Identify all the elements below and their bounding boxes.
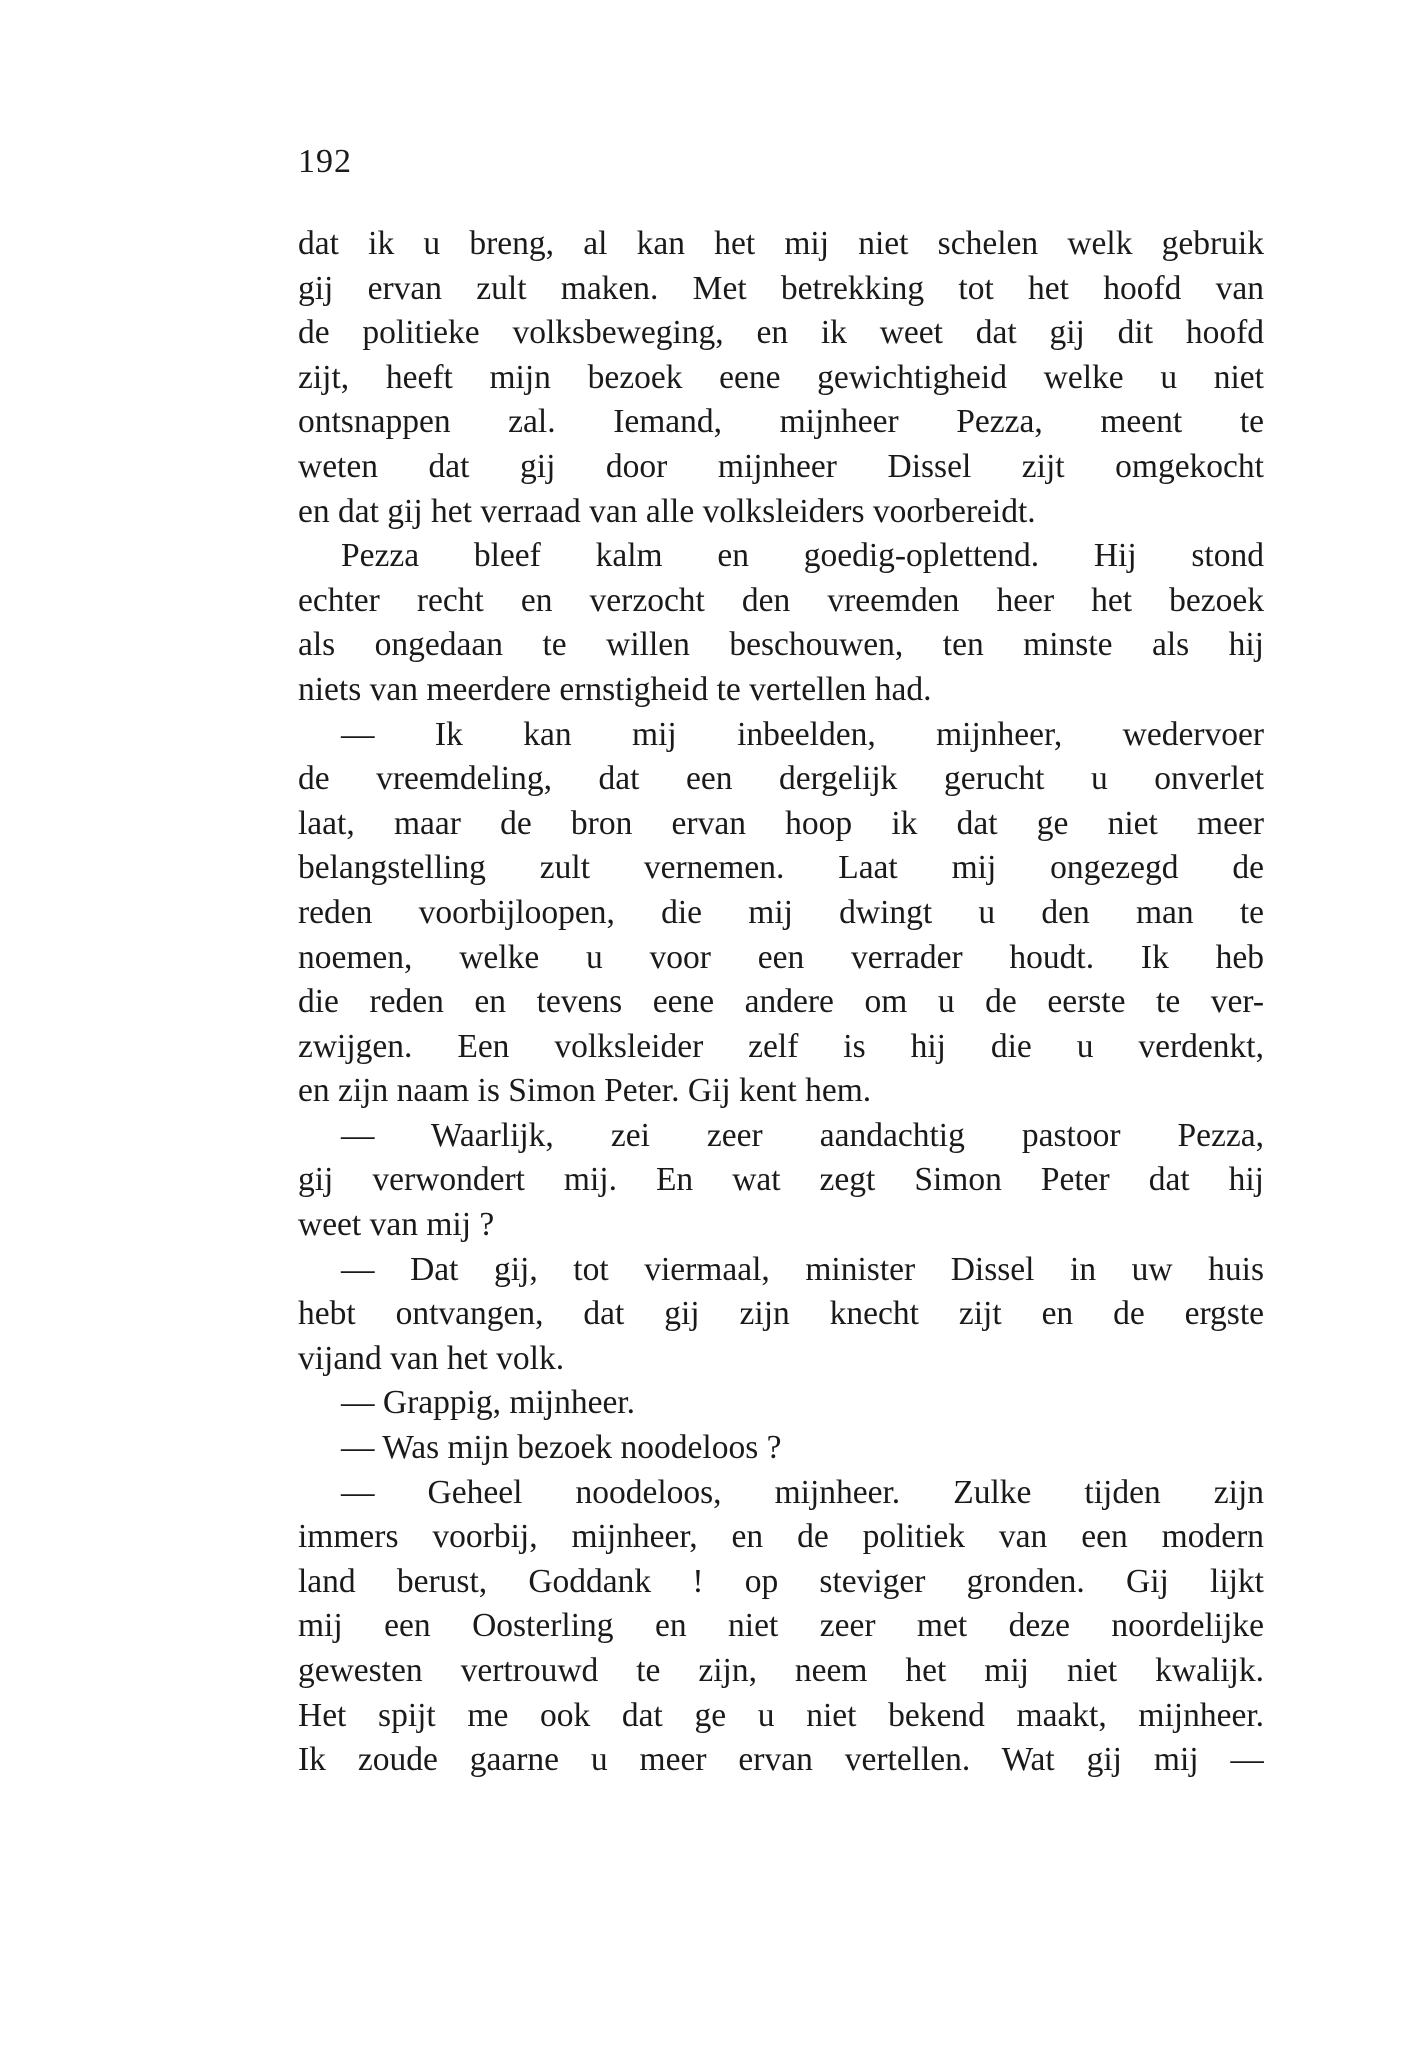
text-line: — Ik kan mij inbeelden, mijnheer, wedervoer bbox=[341, 715, 1264, 753]
text-line: zijt, heeft mijn bezoek eene gewichtigheid welke u niet bbox=[298, 358, 1264, 396]
text-line: hebt ontvangen, dat gij zijn knecht zijt en de ergste bbox=[298, 1295, 1264, 1333]
text-line: gewesten vertrouwd te zijn, neem het mij niet kwalijk. bbox=[298, 1652, 1264, 1689]
text-line: weet van mij ? bbox=[298, 1206, 495, 1244]
text-line: Pezza bleef kalm en goedig-oplettend. Hij stond bbox=[341, 537, 1264, 575]
text-line: — Grappig, mijnheer. bbox=[341, 1384, 635, 1422]
text-line: gij ervan zult maken. Met betrekking tot het hoofd van bbox=[298, 269, 1264, 307]
text-line: belangstelling zult vernemen. Laat mij ongezegd de bbox=[298, 849, 1264, 887]
text-line: echter recht en verzocht den vreemden heer het bezoek bbox=[298, 581, 1264, 619]
text-line: reden voorbijloopen, die mij dwingt u den man te bbox=[298, 893, 1264, 931]
text-line: Het spijt me ook dat ge u niet bekend maakt, mijnheer. bbox=[298, 1696, 1264, 1734]
text-line: dat ik u breng, al kan het mij niet schelen welk gebruik bbox=[298, 225, 1264, 262]
text-line: land berust, Goddank ! op steviger gronden. Gij lijkt bbox=[298, 1562, 1264, 1600]
text-line: laat, maar de bron ervan hoop ik dat ge niet meer bbox=[298, 804, 1264, 842]
text-line: vijand van het volk. bbox=[298, 1339, 565, 1377]
text-line: gij verwondert mij. En wat zegt Simon Peter dat hij bbox=[298, 1161, 1264, 1199]
text-line: die reden en tevens eene andere om u de eerste te ver- bbox=[298, 983, 1264, 1021]
text-line: en zijn naam is Simon Peter. Gij kent hem. bbox=[298, 1072, 872, 1110]
text-line: de vreemdeling, dat een dergelijk gerucht u onverlet bbox=[298, 760, 1264, 798]
text-line: niets van meerdere ernstigheid te vertellen had. bbox=[298, 670, 932, 708]
text-line: Ik zoude gaarne u meer ervan vertellen. Wat gij mij — bbox=[298, 1741, 1264, 1779]
text-line: mij een Oosterling en niet zeer met deze noordelijke bbox=[298, 1607, 1264, 1645]
page-number: 192 bbox=[298, 143, 352, 180]
text-line: — Was mijn bezoek noodeloos ? bbox=[341, 1429, 782, 1467]
text-line: noemen, welke u voor een verrader houdt. Ik heb bbox=[298, 938, 1264, 976]
text-line: als ongedaan te willen beschouwen, ten minste als hij bbox=[298, 626, 1264, 664]
text-line: weten dat gij door mijnheer Dissel zijt omgekocht bbox=[298, 447, 1264, 485]
text-line: — Waarlijk, zei zeer aandachtig pastoor Pezza, bbox=[341, 1116, 1264, 1154]
text-line: immers voorbij, mijnheer, en de politiek van een modern bbox=[298, 1518, 1264, 1556]
text-line: — Dat gij, tot viermaal, minister Dissel in uw huis bbox=[341, 1250, 1264, 1288]
text-line: zwijgen. Een volksleider zelf is hij die u verdenkt, bbox=[298, 1027, 1264, 1065]
body-text bbox=[298, 222, 1264, 1783]
text-line: ontsnappen zal. Iemand, mijnheer Pezza, meent te bbox=[298, 403, 1264, 441]
text-line: — Geheel noodeloos, mijnheer. Zulke tijden zijn bbox=[341, 1473, 1264, 1511]
text-line: de politieke volksbeweging, en ik weet dat gij dit hoofd bbox=[298, 314, 1264, 352]
text-line: en dat gij het verraad van alle volksleiders voorbereidt. bbox=[298, 492, 1036, 530]
